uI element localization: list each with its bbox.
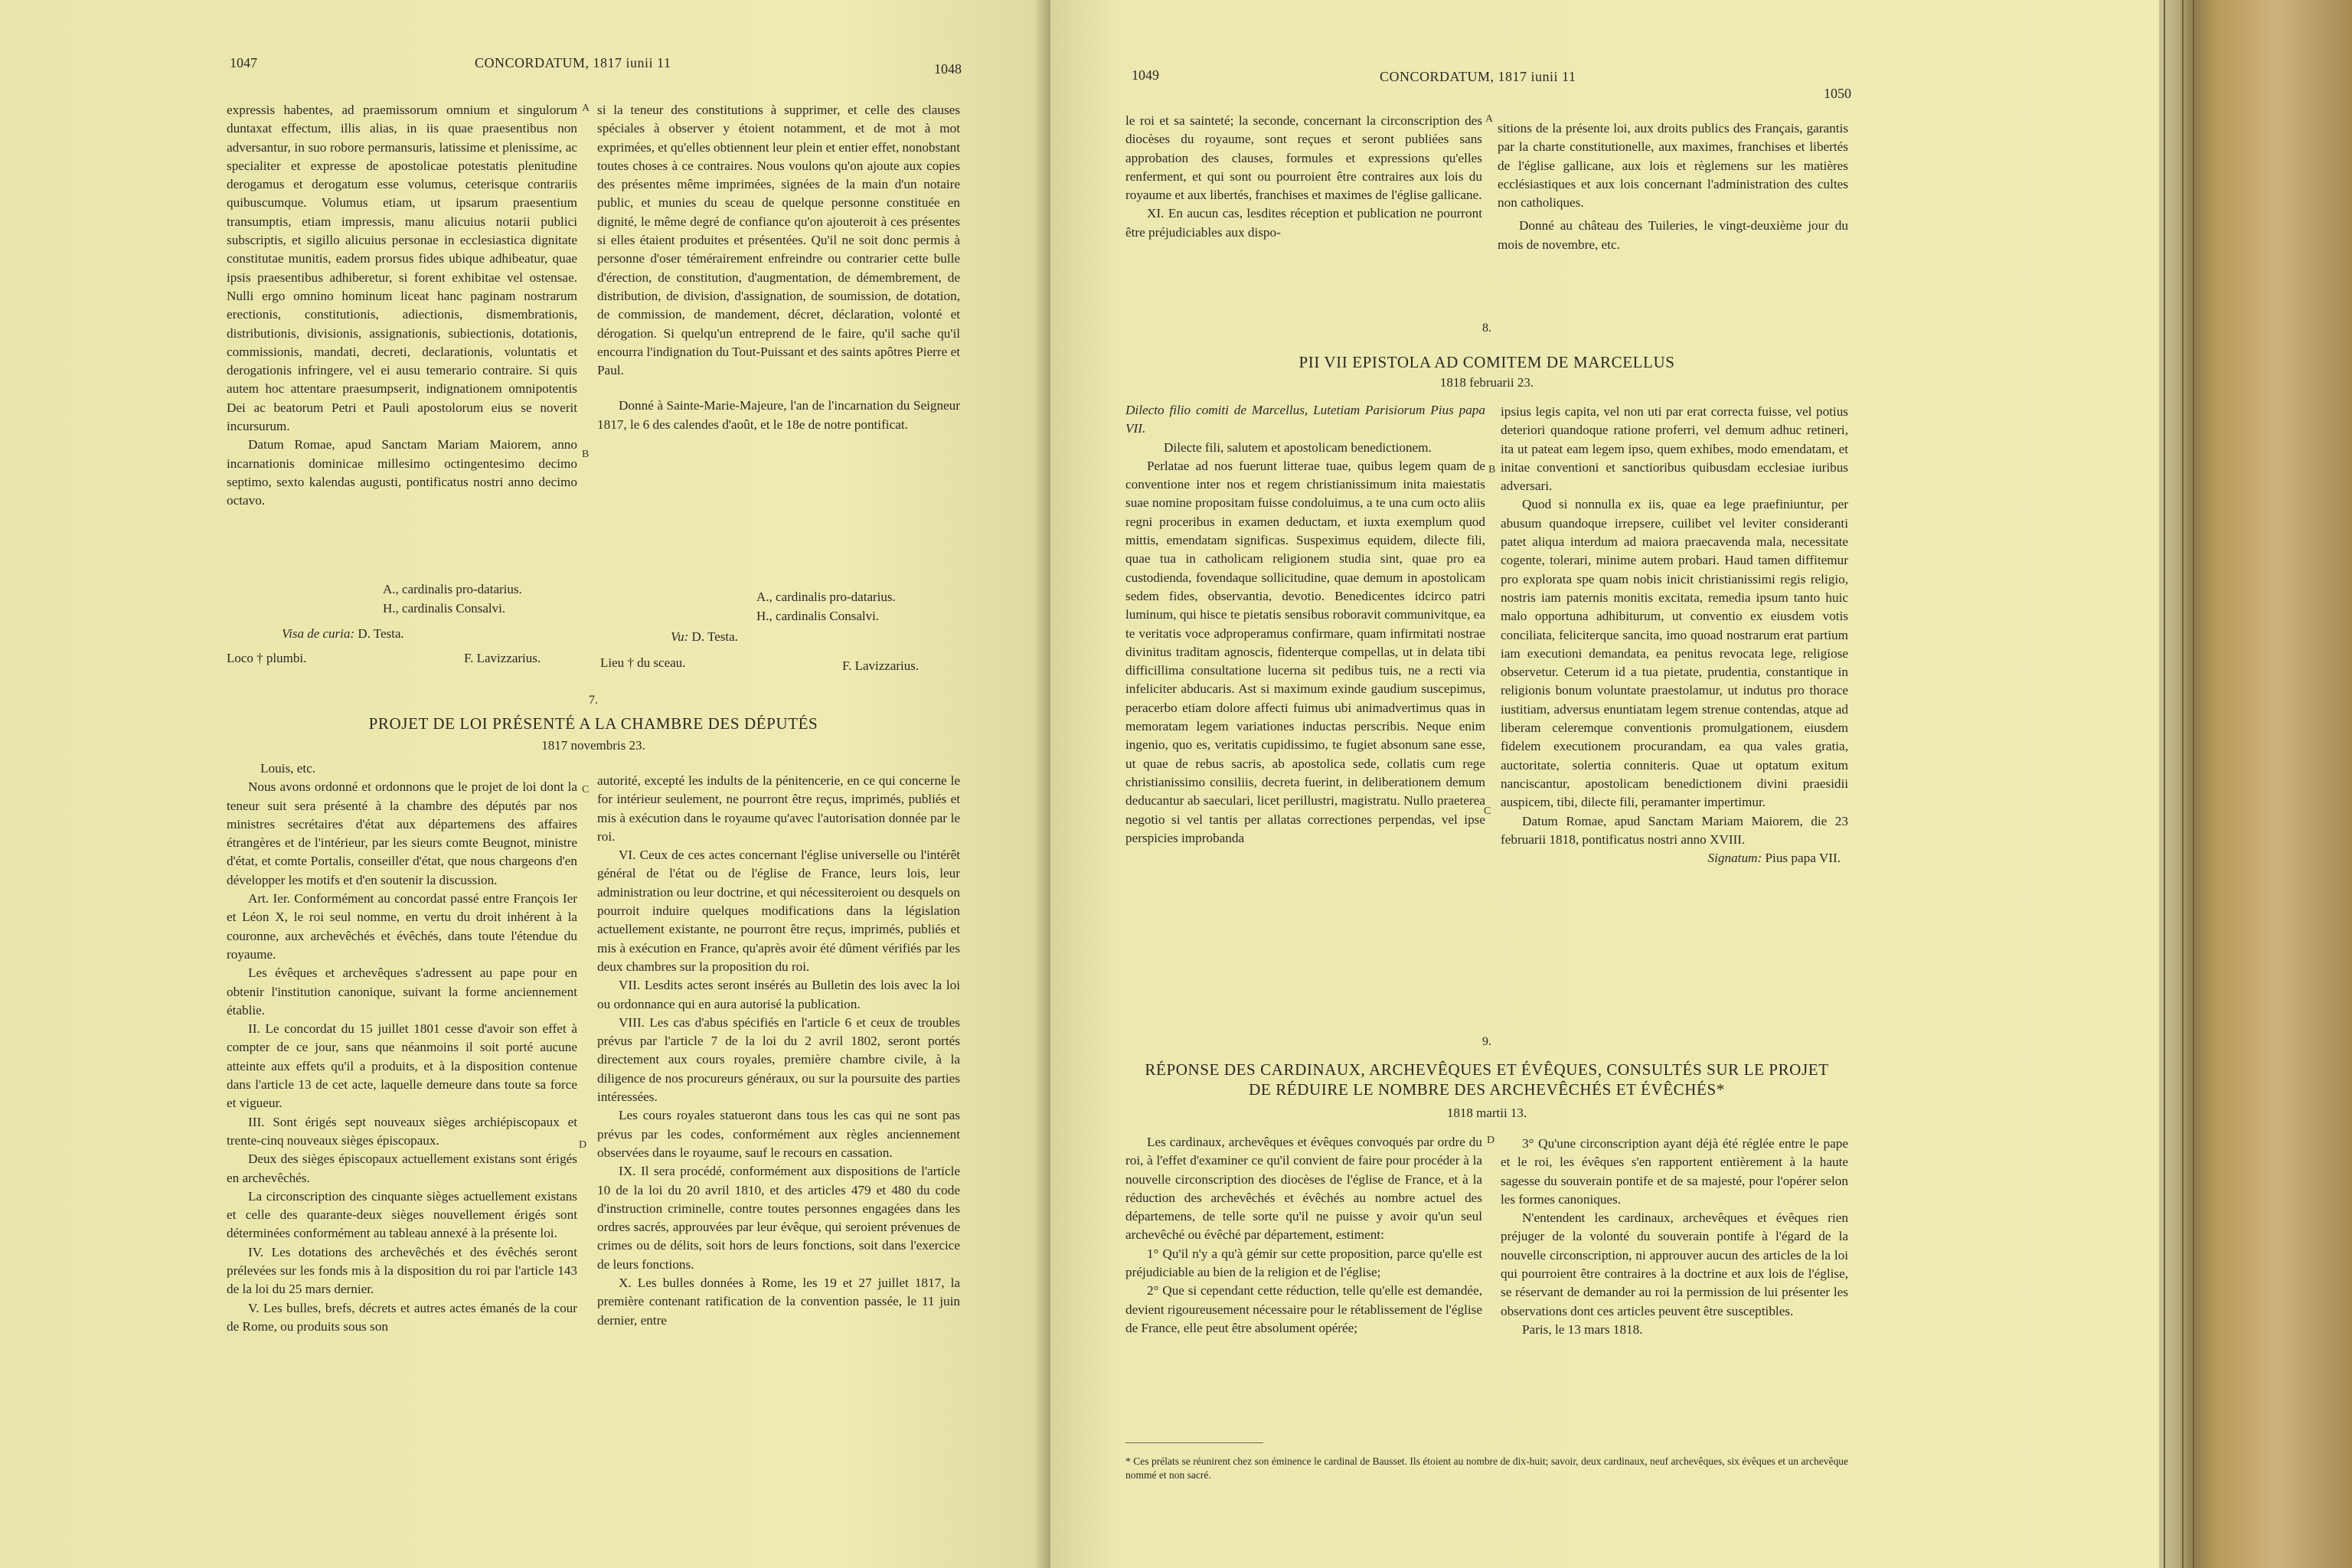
margin-letter-d: D bbox=[1487, 1135, 1495, 1146]
margin-letter-c: C bbox=[582, 784, 590, 795]
reponse-paragraph: 1° Qu'il n'y a qu'à gémir sur cette proposition, parce qu'elle est préjudiciable au bien de la religion et de l'église; bbox=[1125, 1246, 1482, 1280]
visa-label: Visa de curia: bbox=[282, 626, 355, 641]
projet-paragraph: La circonscription des cinquante sièges actuellement existans et celle des quarante-deux sièges nouvellement érigés sont déterminées conformément au tableau annexé à la présente loi. bbox=[227, 1188, 577, 1241]
page-number-left: 1047 bbox=[230, 55, 257, 70]
latin-datum: Datum Romae, apud Sanctam Mariam Maiorem, anno incarnationis dominicae millesimo octingentesimo decimo septimo, sexto kalendas augusti, pontificatus nostri anno decimo octavo. bbox=[227, 437, 577, 508]
french-column bbox=[597, 101, 960, 434]
sig-consalvi-right: H., cardinalis Consalvi. bbox=[756, 609, 880, 623]
sig-consalvi-left: H., cardinalis Consalvi. bbox=[383, 601, 506, 616]
margin-letter-b: B bbox=[582, 449, 590, 460]
reponse-paragraph: 2° Que si cependant cette réduction, telle qu'elle est demandée, devient rigoureusement nécessaire pour le rétablissement de l'église de France, elle peut être absolument opérée; bbox=[1125, 1283, 1482, 1335]
left-page bbox=[0, 0, 1050, 1568]
page-number-left: 1049 bbox=[1132, 67, 1159, 83]
projet-paragraph: III. Sont érigés sept nouveaux sièges archiépiscopaux et trente-cinq nouveaux sièges épiscopaux. bbox=[227, 1114, 577, 1148]
page-number-right: 1048 bbox=[934, 61, 962, 77]
projet-paragraph: V. Les bulles, brefs, décrets et autres actes émanés de la cour de Rome, ou produits sous son bbox=[227, 1300, 577, 1334]
vu-name: D. Testa. bbox=[691, 629, 738, 644]
running-title: CONCORDATUM, 1817 iunii 11 bbox=[475, 55, 671, 70]
reponse-paragraph: 3° Qu'une circonscription ayant déjà été réglée entre le pape et le roi, les évêques s'en rapportent entièrement à la haute sagesse du souverain pontife et de sa majesté, pour l'opérer selon les formes canoniques. bbox=[1501, 1136, 1848, 1207]
footnote: * Ces prélats se réunirent chez son éminence le cardinal de Bausset. Ils étoient au nombre de dix-huit; savoir, deux cardinaux, neuf archevêques, six évêques et un archevêque nommé et non sacré. bbox=[1125, 1455, 1848, 1481]
latin-paragraph: expressis habentes, ad praemissorum omnium et singulorum duntaxat effectum, illis alias, in iis quae praesentibus non adversantur, in suo robore permansuris, latissime et plenissime, ac specialiter et expresse de apostolicae potestatis plenitudine derogamus et derogatum esse volumus, ceterisque contrariis quibuscumque. Volumus etiam, ut ipsarum praesentium transumptis, etiam impressis, manu alicuius notarii publici subscriptis, et sigillo alicuius personae in ecclesiastica dignitate constitutae munitis, eadem prorsus fides ubique adhibeatur, quae ipsis praesentibus adhiberetur, si forent exhibitae vel ostensae. Nulli ergo omnino hominum liceat hanc paginam nostrarum erectionis, constitutionis, adiectionis, dismembrationis, distributionis, divisionis, assignationis, subiectionis, dotationis, commissionis, mandati, decreti, declarationis, voluntatis et derogationis infringere, vel ei ausu temerario contraire. Si quis autem hoc attentare praesumpserit, indignationem omnipotentis Dei ac beatorum Petri et Pauli apostolorum eius se noverit incursurum. bbox=[227, 103, 577, 434]
projet-paragraph: VIII. Les cas d'abus spécifiés en l'article 6 et ceux de troubles prévus par l'article 7 de la loi du 2 avril 1802, seront portés directement aux cours royales, première chambre civile, à la diligence de nos procureurs généraux, ou sur la poursuite des parties intéressées. bbox=[597, 1014, 960, 1105]
epistola-salutation: Dilecte fili, salutem et apostolicam benedictionem. bbox=[1164, 439, 1432, 455]
latin-column bbox=[227, 101, 577, 511]
projet-paragraph: X. Les bulles données à Rome, les 19 et 27 juillet 1817, la première contenant ratification de la convention passée, le 11 juin dernier, entre bbox=[597, 1276, 960, 1328]
reponse-date: Paris, le 13 mars 1818. bbox=[1522, 1321, 1643, 1337]
section-8-number: 8. bbox=[1482, 322, 1491, 335]
margin-letter-c: C bbox=[1484, 805, 1491, 817]
loi-column-2 bbox=[1498, 119, 1848, 254]
signatum-label: Signatum: bbox=[1707, 851, 1762, 866]
epistola-paragraph: Quod si nonnulla ex iis, quae ea lege praefiniuntur, per abusum quandoque irrepsere, cuilibet vel leviter consideranti patet aliqua interdum ad maiora praecavenda mala, necessitate cogente, tolerari, minime autem probari. Haud tamen diffitemur pro explorata spe quam nobis inicit christianissimi regis religio, nostris iam paternis monitis excitata, remedia ipsum tanto huic malo opportuna adhibiturum, ut conventio ex eiusdem votis conciliata, feliciterque sancita, imo quoad nostrarum erat partium iam executioni demandata, ea penitus revocata lege, religiose observetur. Ceterum id a tua pietate, prudentia, constantique in religionis bonum voluntate praestolamur, ut indutus pro thorace iustitiam, adversus enuntiatam legem strenue contendas, atque ad liberam celeremque conventionis promulgationem, eiusdem fidelem executionem procurandam, ea qua vales gratia, auctoritate, solertia conniteris. Quae ut optatum exitum nanciscantur, apostolicam benedictionem divini praesidii auspicem, tibi, dilecte fili, peramanter impertimur. bbox=[1501, 497, 1848, 810]
projet-paragraph: VI. Ceux de ces actes concernant l'église universelle ou l'intérêt général de l'état ou de l'église de France, leurs lois, leur administration ou leur doctrine, et qui nécessiteroient ou desquels on pourroit induire quelques modifications dans la législation actuellement existante, ne pourront être reçus, imprimés, publiés et mis à exécution en France, qu'après avoir été dûment vérifiés par les deux chambres sur la proposition du roi. bbox=[597, 848, 960, 974]
epistola-datum: Datum Romae, apud Sanctam Mariam Maiorem, die 23 februarii 1818, pontificatus nostri anno XVIII. bbox=[1501, 813, 1848, 847]
footnote-rule bbox=[1125, 1442, 1263, 1443]
projet-paragraph: Nous avons ordonné et ordonnons que le projet de loi dont la teneur suit sera présenté à la chambre des députés par nos ministres secrétaires d'état aux départemens des affaires étrangères et de l'intérieur, par les sieurs comte Beugnot, ministre d'état, et comte Portalis, conseiller d'état, que nous chargeons d'en développer les motifs et d'en soutenir la discussion. bbox=[227, 779, 577, 887]
projet-paragraph: II. Le concordat du 15 juillet 1801 cesse d'avoir son effet à compter de ce jour, sans que néanmoins il soit porté aucune atteinte aux effets qu'il a produits, et à la disposition contenue dans l'article 13 de cet acte, laquelle demeure dans toute sa force et vigueur. bbox=[227, 1021, 577, 1111]
page-number-right: 1050 bbox=[1824, 86, 1851, 101]
reponse-paragraph: Les cardinaux, archevêques et évêques convoqués par ordre du roi, à l'effet d'examiner ce qu'il convient de faire pour procéder à la nouvelle circonscription des diocèses de l'église de France, et à la réduction des archevêchés et évêchés au nombre actuel des départemens, de telle sorte qu'il ne puisse y avoir qu'un seul archevêché ou évêché par département, estiment: bbox=[1125, 1135, 1482, 1243]
loi-paragraph: XI. En aucun cas, lesdites réception et publication ne pourront être préjudiciables aux dispo- bbox=[1125, 206, 1482, 240]
projet-paragraph: Art. Ier. Conformément au concordat passé entre François Ier et Léon X, le roi seul nomme, en vertu du droit inhérent à la couronne, aux archevêchés et évêchés, dans toute l'étendue du royaume. bbox=[227, 891, 577, 962]
section-9-title-line2: DE RÉDUIRE LE NOMBRE DES ARCHEVÊCHÉS ET ÉVÊCHÉS* bbox=[1249, 1080, 1725, 1099]
projet-column-1 bbox=[227, 760, 577, 1336]
french-paragraph: si la teneur des constitutions à supprimer, et celle des clauses spéciales à observer y étoient notamment, et de mot à mot exprimées, et qu'elles obtiennent leur plein et entier effet, nonobstant toutes choses à ce contraires. Nous voulons qu'on ajoute aux copies des présentes même imprimées, signées de la main d'un notaire public, et munies du sceau de quelque personne constituée en dignité, le même degré de confiance qu'on ajouteroit à ces présentes si elles étaient produites et présentées. Qu'il ne soit donc permis à personne d'oser témérairement enfreindre ou contrarier cette bulle d'érection, de constitution, d'augmentation, de démembrement, de distribution, de division, d'assignation, de soumission, de dotation, de commission, de mandement, décret, déclaration, volonté et dérogation. Si quelqu'un entreprend de le faire, qu'il sache qu'il encourra l'indignation du Tout-Puissant et des saints apôtres Pierre et Paul. bbox=[597, 103, 960, 378]
epistola-column-1 bbox=[1125, 401, 1485, 848]
projet-paragraph: IV. Les dotations des archevêchés et des évêchés seront prélevées sur les fonds mis à la disposition du roi par l'article 143 de la loi du 25 mars dernier. bbox=[227, 1244, 577, 1297]
section-7-title: PROJET DE LOI PRÉSENTÉ A LA CHAMBRE DES DÉPUTÉS bbox=[368, 714, 818, 733]
section-7-date: 1817 novembris 23. bbox=[541, 738, 645, 753]
projet-paragraph: Les évêques et archevêques s'adressent au pape pour en obtenir l'institution canonique, suivant la forme anciennement établie. bbox=[227, 965, 577, 1018]
right-page bbox=[1050, 0, 2159, 1568]
loi-column-1 bbox=[1125, 112, 1482, 242]
reponse-column-2 bbox=[1501, 1135, 1848, 1339]
loi-paragraph: sitions de la présente loi, aux droits publics des Français, garantis par la charte constitutionelle, aux maximes, franchises et libertés de l'église gallicane, aux lois et règlemens sur les matières ecclésiastiques et aux lois concernant l'administration des cultes non catholiques. bbox=[1498, 121, 1848, 211]
projet-paragraph: Louis, etc. bbox=[260, 761, 316, 776]
margin-letter-d: D bbox=[579, 1139, 587, 1151]
section-8-date: 1818 februarii 23. bbox=[1439, 375, 1534, 390]
lieu-du-sceau: Lieu † du sceau. bbox=[600, 655, 686, 670]
margin-letter-a: A bbox=[1485, 113, 1494, 125]
epistola-paragraph: ipsius legis capita, vel non uti par erat correcta fuisse, vel potius deteriori quandoque ratione proferri, vel demum adhuc retineri, ita ut pateat eam legem ipso, quem exhibes, modo emendatam, et initae conventioni et sanctioribus quibusdam ecclesiae iuribus adversari. bbox=[1501, 404, 1848, 494]
page-edges bbox=[2159, 0, 2352, 1568]
signatum-name: Pius papa VII. bbox=[1765, 851, 1841, 866]
epistola-address: Dilecto filio comiti de Marcellus, Lutetiam Parisiorum Pius papa VII. bbox=[1125, 403, 1485, 436]
french-donne: Donné à Sainte-Marie-Majeure, l'an de l'incarnation du Seigneur 1817, le 6 des calendes d'août, et le 18e de notre pontificat. bbox=[597, 398, 960, 432]
section-9-date: 1818 martii 13. bbox=[1446, 1106, 1527, 1120]
epistola-column-2 bbox=[1501, 403, 1848, 867]
reponse-column-1 bbox=[1125, 1133, 1482, 1338]
running-title: CONCORDATUM, 1817 iunii 11 bbox=[1380, 69, 1576, 84]
loi-paragraph: le roi et sa sainteté; la seconde, concernant la circonscription des diocèses du royaume, sont reçues et seront publiées sans approbation des clauses, formules et expressions qu'elles renferment, et qui sont ou pourroient être contraires aux lois du royaume et aux libertés, franchises et maximes de l'église gallicane. bbox=[1125, 113, 1482, 203]
loi-paragraph: Donné au château des Tuileries, le vingt-deuxième jour du mois de novembre, etc. bbox=[1498, 218, 1848, 252]
vu-label: Vu: bbox=[671, 629, 689, 644]
loco-plumbi: Loco † plumbi. bbox=[227, 651, 307, 665]
sig-pro-datarius-left: A., cardinalis pro-datarius. bbox=[383, 582, 522, 596]
margin-letter-b: B bbox=[1488, 464, 1496, 475]
projet-paragraph: VII. Lesdits actes seront insérés au Bulletin des lois avec la loi ou ordonnance qui en aura autorisé la publication. bbox=[597, 978, 960, 1011]
section-9-title-line1: RÉPONSE DES CARDINAUX, ARCHEVÊQUES ET ÉVÊQUES, CONSULTÉS SUR LE PROJET bbox=[1145, 1060, 1829, 1079]
sig-pro-datarius-right: A., cardinalis pro-datarius. bbox=[756, 590, 896, 604]
section-9-number: 9. bbox=[1482, 1035, 1491, 1048]
projet-column-2 bbox=[597, 772, 960, 1330]
section-7-number: 7. bbox=[589, 694, 598, 707]
projet-paragraph: IX. Il sera procédé, conformément aux dispositions de l'article 10 de la loi du 20 avril 1810, et des articles 479 et 480 du code d'instruction criminelle, contre toutes personnes engagées dans les ordres sacrés, approuvées par leur évêque, qui seroient prévenues de crimes ou de délits, soit hors de leurs fonctions, soit dans l'exercice de leurs fonctions. bbox=[597, 1164, 960, 1272]
epistola-paragraph: Perlatae ad nos fuerunt litterae tuae, quibus legem quam de conventione inter nos et regem christianissimum inita maiestatis suae nomine propositam fuisse condoluimus, a te una cum octo aliis regni proceribus in examen deductam, et iuxta exemplum quod mittis, emendatam significas. Suspeximus equidem, dilecte fili, quae tua in catholicam religionem studia sint, quae pro ea custodienda, fovendaque sollicitudine, quae demum in apostolicam sedem fides, observantia, devotio. Benedicentes idcirco patri luminum, qui hisce te pietatis sensibus roboravit communivitque, ea te veritatis voce adproperamus confirmare, quam infirmitati nostrae divinitus traditam agnoscis, fidenterque compellas, ut in delata tibi difficillima consultatione lucerna sit pedibus tuis, ne a recti via infeliciter abducaris. Ast si maximum exinde gaudium suscepimus, peracerbo etiam dolore affecti fuimus ubi animadvertimus quas in memoratam legem variationes inductas perscribis. Neque enim ingenio, quo es, veritatis cupidissimo, te fugiet absonum sane esse, ut quae de rebus sacris, ab apostolica sede, collatis cum rege christianissimo consiliis, decreta fuerint, in deliberationem demum deducantur ab saeculari, licet perillustri, magistratu. Nullo praeterea negotio si vel tantis per allatas correctiones perpendas, vel ipse perspicies improbanda bbox=[1125, 458, 1485, 845]
section-8-title: PII VII EPISTOLA AD COMITEM DE MARCELLUS bbox=[1298, 353, 1675, 371]
lavizzarius-right: F. Lavizzarius. bbox=[842, 658, 920, 673]
visa-name: D. Testa. bbox=[358, 626, 404, 641]
reponse-paragraph: N'entendent les cardinaux, archevêques et évêques rien préjuger de la volonté du souverain pontife à l'égard de la nouvelle circonscription, ni approuver aucun des articles de la loi qui pourroient être contraires à la doctrine et aux lois de l'église, se réservant de demander au roi la permission de lui présenter les observations dont ces articles peuvent être susceptibles. bbox=[1501, 1210, 1848, 1318]
projet-paragraph: autorité, excepté les indults de la pénitencerie, en ce qui concerne le for intérieur seulement, ne pourront être reçus, imprimés, publiés et mis à exécution dans le royaume qu'avec l'autorisation donnée par le roi. bbox=[597, 773, 960, 844]
projet-paragraph: Deux des sièges épiscopaux actuellement existans sont érigés en archevêchés. bbox=[227, 1152, 577, 1185]
projet-paragraph: Les cours royales statueront dans tous les cas qui ne sont pas prévus par les codes, conformément aux règles anciennement observées dans le royaume, sauf le recours en cassation. bbox=[597, 1108, 960, 1160]
margin-letter-a: A bbox=[582, 103, 590, 114]
lavizzarius-left: F. Lavizzarius. bbox=[464, 651, 541, 665]
